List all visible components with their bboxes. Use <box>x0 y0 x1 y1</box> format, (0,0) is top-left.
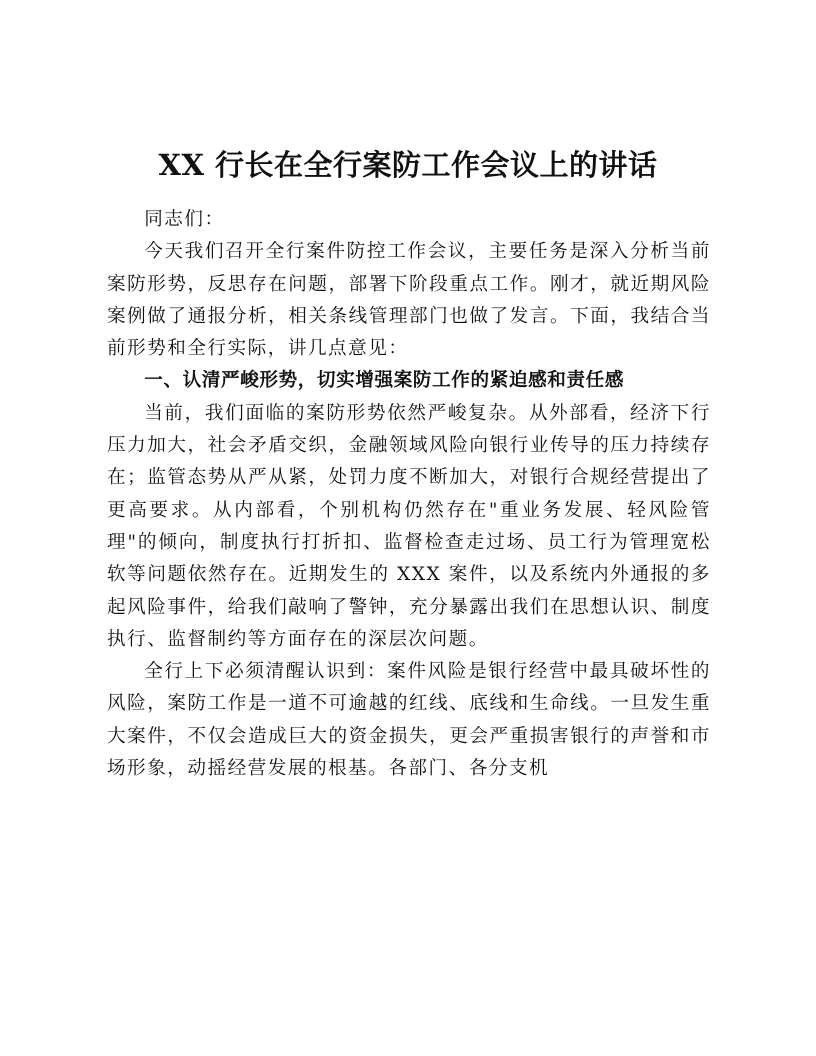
paragraph-intro: 今天我们召开全行案件防控工作会议，主要任务是深入分析当前案防形势，反思存在问题，部署下阶段重点工作。刚才，就近期风险案例做了通报分析，相关条线管理部门也做了发言。下面，我结合当前形势和全行实际，讲几点意见： <box>107 241 711 360</box>
paragraph-situation: 当前，我们面临的案防形势依然严峻复杂。从外部看，经济下行压力加大，社会矛盾交织，金融领域风险向银行业传导的压力持续存在；监管态势从严从紧，处罚力度不断加大，对银行合规经营提出了更高要求。从内部看，个别机构仍然存在"重业务发展、轻风险管理"的倾向，制度执行打折扣、监督检查走过场、员工行为管理宽松软等问题依然存在。近期发生的 XXX 案件，以及系统内外通报的多起风险事件，给我们敲响了警钟，充分暴露出我们在思想认识、制度执行、监督制约等方面存在的深层次问题。 <box>107 402 711 650</box>
document-body <box>107 204 711 785</box>
paragraph-awareness: 全行上下必须清醒认识到：案件风险是银行经营中最具破坏性的风险，案防工作是一道不可逾越的红线、底线和生命线。一旦发生重大案件，不仅会造成巨大的资金损失，更会严重损害银行的声誉和市场形象，动摇经营发展的根基。各部门、各分支机 <box>107 661 711 780</box>
salutation: 同志们： <box>144 209 225 230</box>
section-heading-1: 一、认清严峻形势，切实增强案防工作的紧迫感和责任感 <box>144 370 625 392</box>
document-title: XX 行长在全行案防工作会议上的讲话 <box>158 148 658 182</box>
